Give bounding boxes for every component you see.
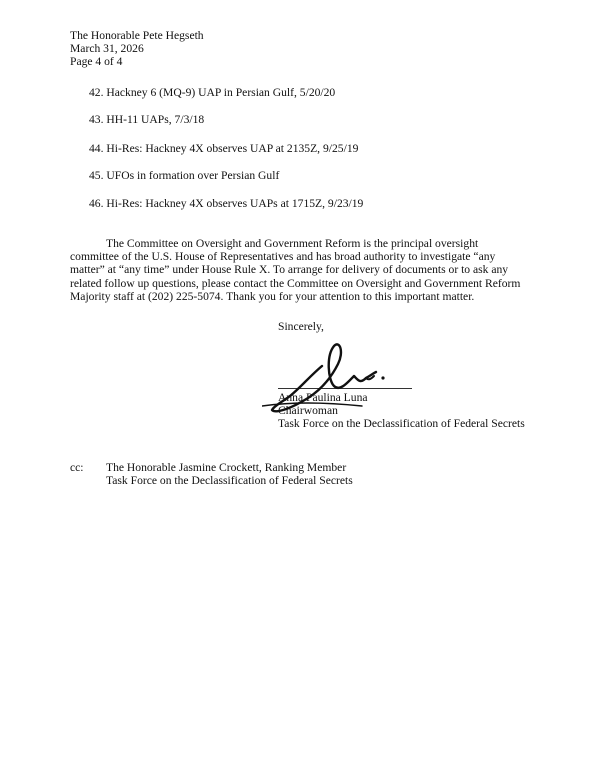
list-item: 42. Hackney 6 (MQ-9) UAP in Persian Gulf, 5/20/20 [89, 86, 336, 99]
paragraph-line: Majority staff at (202) 225-5074. Thank you for your attention to this important matter. [70, 289, 475, 303]
letter-header [70, 29, 204, 69]
body-paragraph [70, 237, 550, 303]
paragraph-line: related follow up questions, please contact the Committee on Oversight and Government Reform [70, 276, 521, 290]
signer-name: Anna Paulina Luna [278, 391, 368, 404]
recipient-name: The Honorable Pete Hegseth [70, 29, 204, 42]
signer-block [278, 391, 525, 431]
paragraph-line: The Committee on Oversight and Government Reform is the principal oversight [106, 237, 479, 250]
list-item: 45. UFOs in formation over Persian Gulf [89, 169, 280, 182]
signer-organization: Task Force on the Declassification of Federal Secrets [278, 417, 525, 431]
page-number: Page 4 of 4 [70, 55, 123, 69]
letter-date: March 31, 2026 [70, 42, 144, 56]
cc-recipient [106, 461, 353, 487]
cc-label: cc: [70, 461, 84, 474]
paragraph-line: matter” at “any time” under House Rule X. To arrange for delivery of documents or to ask any [70, 263, 509, 277]
cc-organization: Task Force on the Declassification of Federal Secrets [106, 474, 353, 488]
cc-name: The Honorable Jasmine Crockett, Ranking Member [106, 461, 347, 474]
list-item: 46. Hi-Res: Hackney 4X observes UAPs at 1715Z, 9/23/19 [89, 197, 364, 210]
closing-salutation: Sincerely, [278, 320, 324, 333]
list-item: 43. HH-11 UAPs, 7/3/18 [89, 113, 205, 126]
list-item: 44. Hi-Res: Hackney 4X observes UAP at 2135Z, 9/25/19 [89, 142, 359, 155]
paragraph-line: committee of the U.S. House of Representatives and has broad authority to investigate “any [70, 250, 496, 264]
signer-title: Chairwoman [278, 404, 338, 418]
